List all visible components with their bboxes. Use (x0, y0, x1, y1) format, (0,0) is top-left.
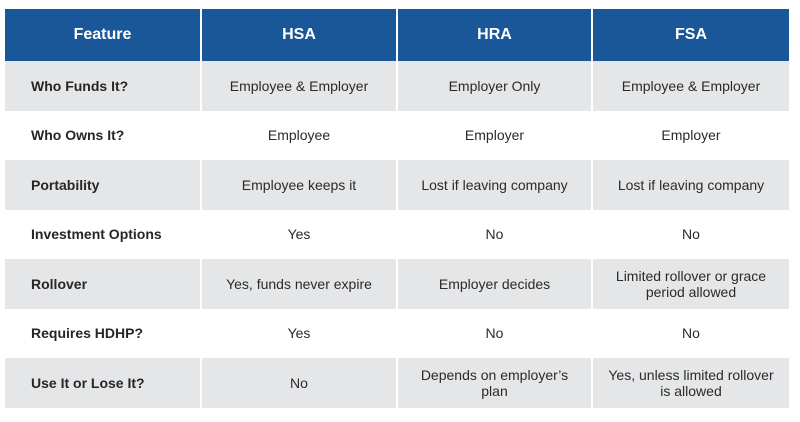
header-feature: Feature (5, 9, 201, 61)
fsa-cell: Lost if leaving company (592, 160, 789, 210)
hsa-cell: Yes, funds never expire (201, 259, 397, 309)
feature-label: Investment Options (5, 210, 201, 260)
hra-cell: Employer Only (397, 61, 592, 111)
hsa-cell: Employee keeps it (201, 160, 397, 210)
table-header (5, 9, 789, 61)
hra-cell: Depends on employer’s plan (397, 358, 592, 408)
feature-label: Portability (5, 160, 201, 210)
fsa-cell: No (592, 210, 789, 260)
hra-cell: Employer decides (397, 259, 592, 309)
header-hsa: HSA (201, 9, 397, 61)
hsa-cell: Employee & Employer (201, 61, 397, 111)
account-comparison-table (5, 9, 789, 408)
table-row (5, 61, 789, 111)
table-row (5, 160, 789, 210)
header-row (5, 9, 789, 61)
fsa-cell: No (592, 309, 789, 359)
table-row (5, 210, 789, 260)
table-row (5, 358, 789, 408)
header-hra: HRA (397, 9, 592, 61)
hsa-cell: No (201, 358, 397, 408)
feature-label: Use It or Lose It? (5, 358, 201, 408)
hra-cell: Lost if leaving company (397, 160, 592, 210)
hra-cell: No (397, 309, 592, 359)
hra-cell: Employer (397, 111, 592, 161)
table-row (5, 111, 789, 161)
hsa-cell: Employee (201, 111, 397, 161)
hra-cell: No (397, 210, 592, 260)
table-row (5, 309, 789, 359)
feature-label: Who Owns It? (5, 111, 201, 161)
feature-label: Rollover (5, 259, 201, 309)
fsa-cell: Employee & Employer (592, 61, 789, 111)
comparison-table-container (5, 9, 789, 408)
header-fsa: FSA (592, 9, 789, 61)
fsa-cell: Employer (592, 111, 789, 161)
feature-label: Requires HDHP? (5, 309, 201, 359)
table-row (5, 259, 789, 309)
hsa-cell: Yes (201, 309, 397, 359)
fsa-cell: Limited rollover or grace period allowed (592, 259, 789, 309)
fsa-cell: Yes, unless limited rollover is allowed (592, 358, 789, 408)
hsa-cell: Yes (201, 210, 397, 260)
feature-label: Who Funds It? (5, 61, 201, 111)
table-body (5, 61, 789, 408)
